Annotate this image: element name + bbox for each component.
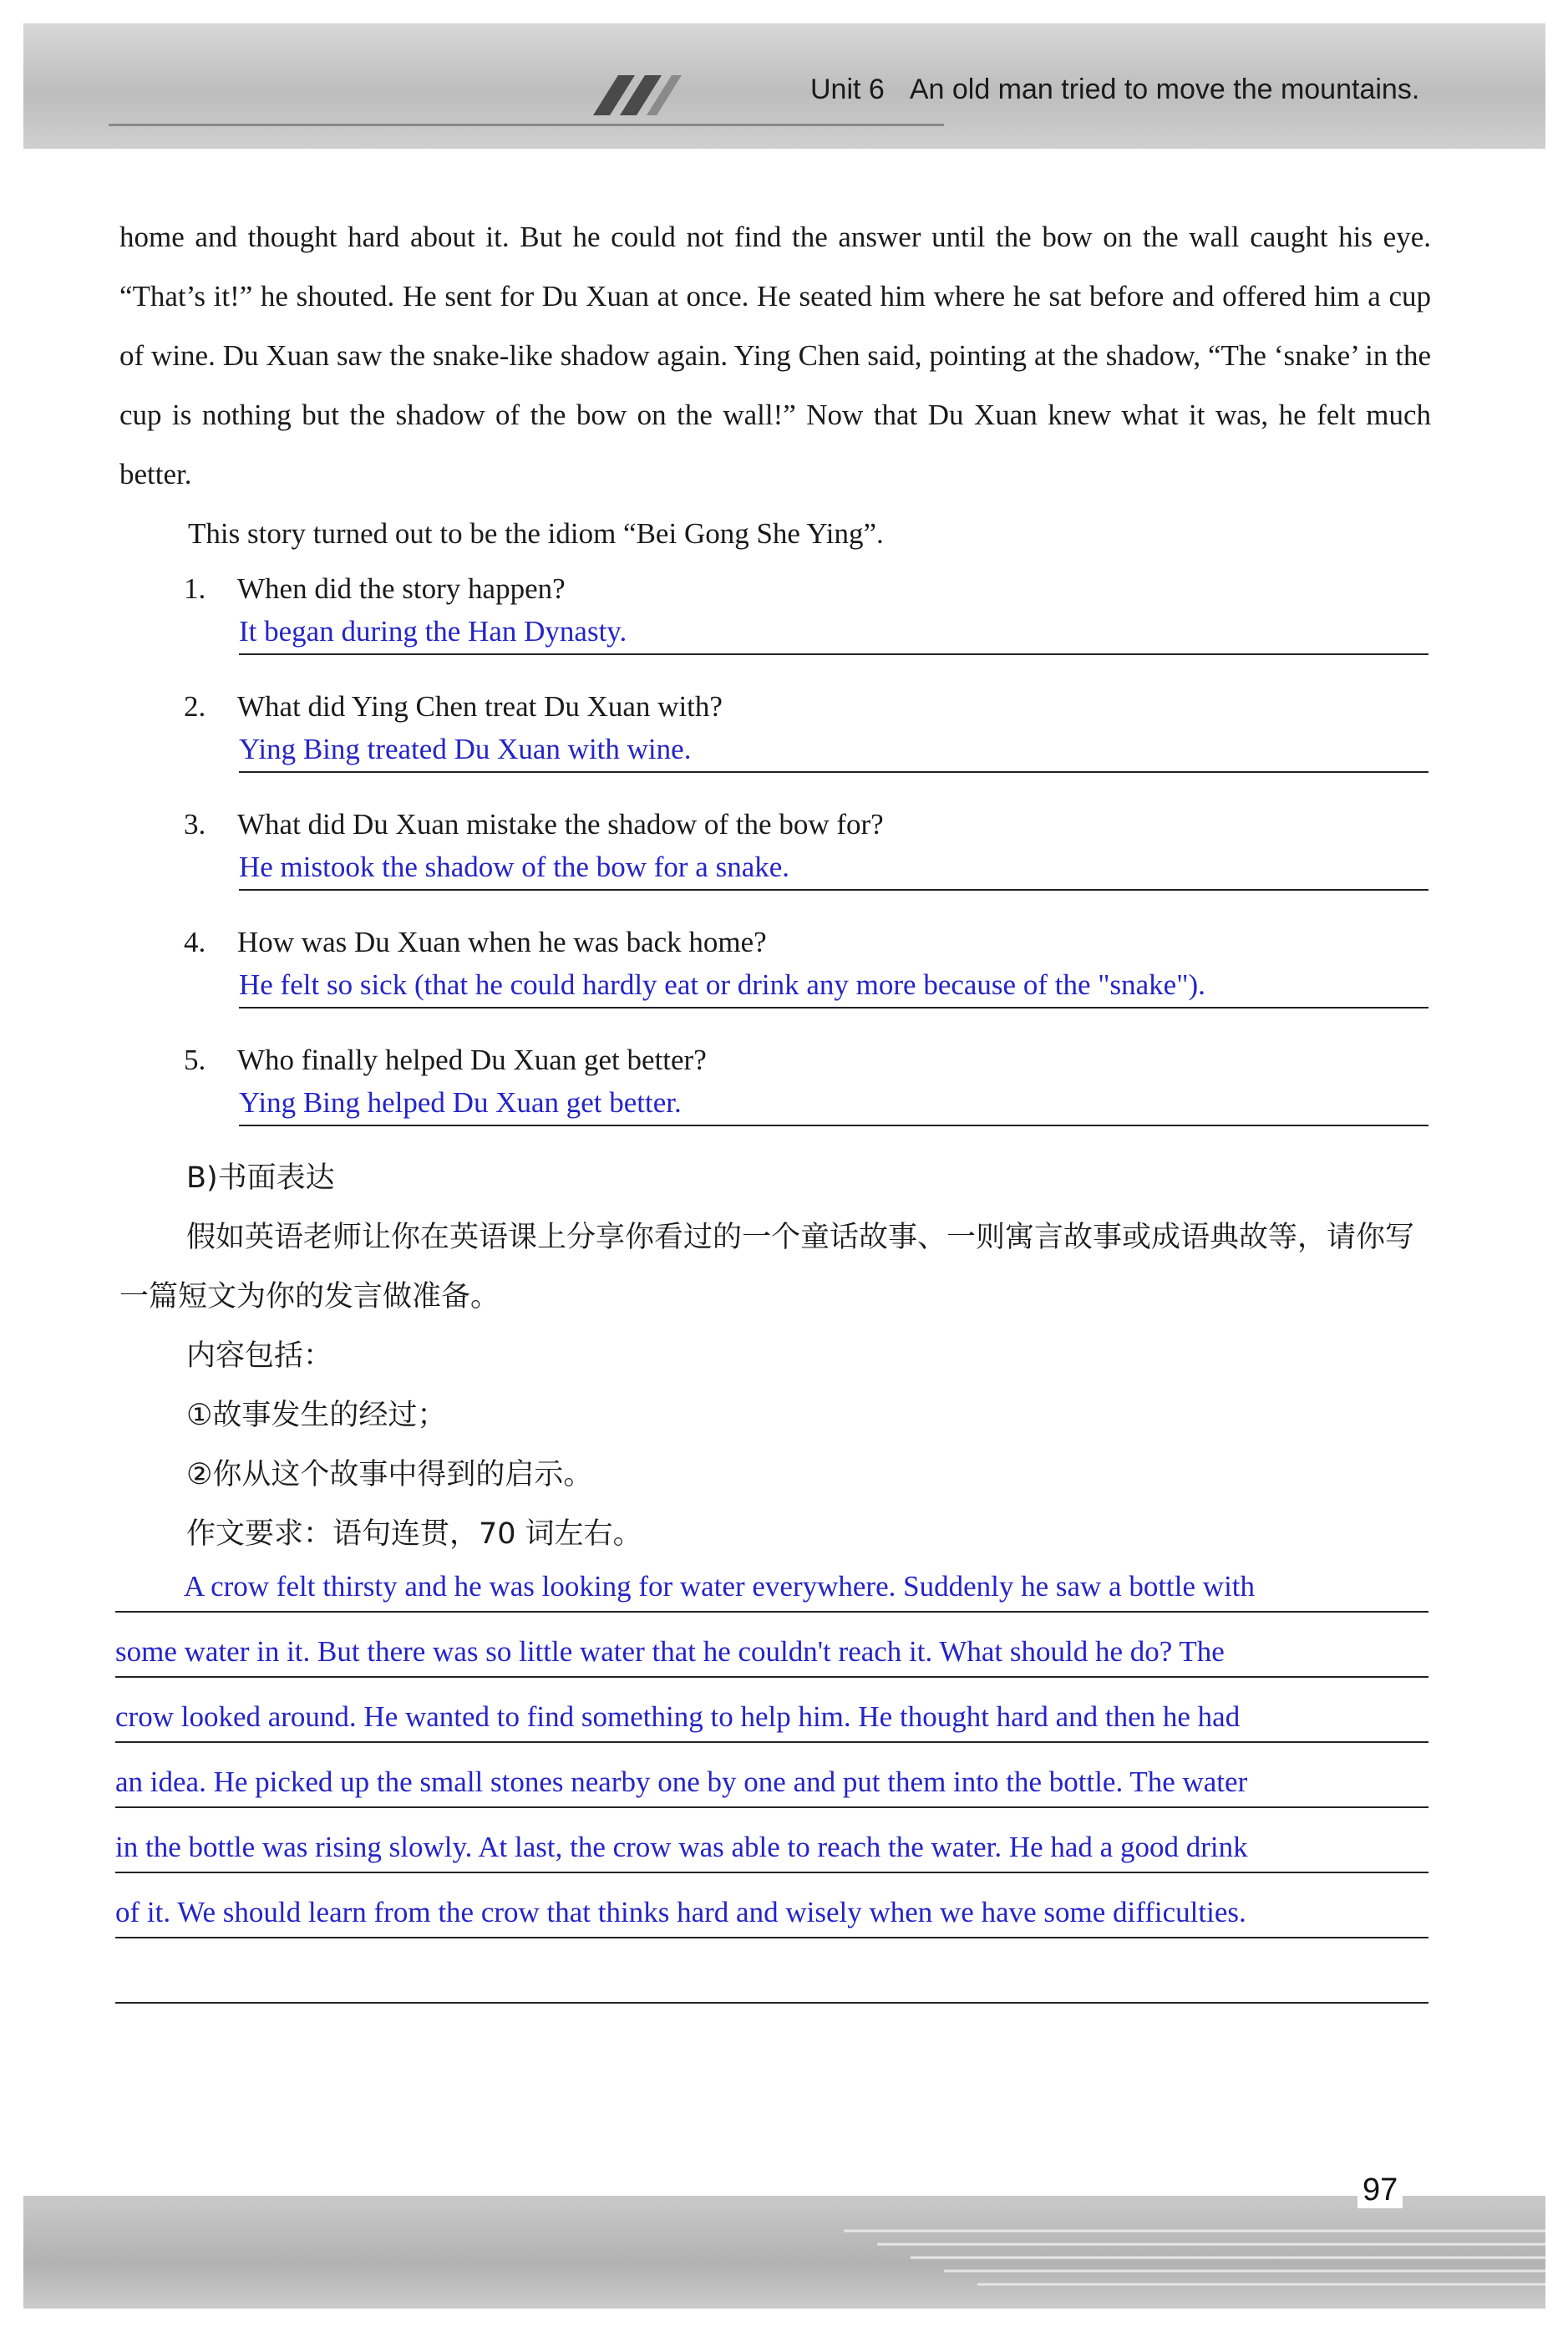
essay-line: A crow felt thirsty and he was looking for water everywhere. Suddenly he saw a bottle with: [115, 1562, 1428, 1613]
answer-line: He felt so sick (that he could hardly eat or drink any more because of the "snake").: [239, 963, 1428, 1008]
question-text: What did Du Xuan mistake the shadow of the bow for?: [237, 808, 884, 841]
writing-requirement: 作文要求：语句连贯，70 词左右。: [186, 1517, 642, 1551]
question-number: 5.: [184, 1044, 206, 1076]
page-number: 97: [1357, 2172, 1403, 2208]
content-point-1: ①故事发生的经过；: [186, 1399, 447, 1432]
unit-title: An old man tried to move the mountains.: [909, 74, 1420, 105]
header-stripes-decoration: [585, 67, 685, 117]
question-text: What did Ying Chen treat Du Xuan with?: [237, 690, 723, 723]
footer-lines-decoration: [844, 2223, 1545, 2298]
writing-section: [119, 1149, 1431, 1564]
question-1: [184, 568, 1428, 655]
essay-line: an idea. He picked up the small stones nearby one by one and put them into the bottle. The water: [115, 1758, 1428, 1808]
essay-line: some water in it. But there was so little water that he couldn't reach it. What should he do? The: [115, 1628, 1428, 1678]
story-paragraph: home and thought hard about it. But he could not find the answer until the bow on the wall caught his eye. “That’s it!” he shouted. He sent for Du Xuan at once. He seated him where he sat before and offered him a cup of wine. Du Xuan saw the snake-like shadow again. Ying Chen said, pointing at the shadow, “The ‘snake’ in the cup is nothing but the shadow of the bow on the wall!” Now that Du Xuan knew what it was, he felt much better.: [119, 221, 1431, 490]
question-4: [184, 922, 1428, 1008]
story-closing: This story turned out to be the idiom “Bei Gong She Ying”.: [188, 517, 884, 550]
question-text: How was Du Xuan when he was back home?: [237, 926, 767, 958]
answer-line: Ying Bing helped Du Xuan get better.: [239, 1081, 1428, 1126]
question-number: 4.: [184, 926, 206, 958]
essay-answer: [115, 1562, 1428, 2019]
writing-prompt: 假如英语老师让你在英语课上分享你看过的一个童话故事、一则寓言故事或成语典故等，请你写一篇短文为你的发言做准备。: [119, 1221, 1415, 1313]
essay-line: of it. We should learn from the crow that thinks hard and wisely when we have some difficulties.: [115, 1888, 1428, 1938]
question-2: [184, 686, 1428, 773]
answer-line: It began during the Han Dynasty.: [239, 610, 1428, 655]
blank-answer-line: [115, 1953, 1428, 2004]
unit-label: Unit 6: [810, 74, 885, 105]
question-3: [184, 804, 1428, 891]
question-5: [184, 1039, 1428, 1126]
running-header: [810, 74, 1419, 106]
content-point-2: ②你从这个故事中得到的启示。: [186, 1458, 593, 1491]
content-label: 内容包括：: [186, 1339, 333, 1373]
story-text: [119, 207, 1431, 563]
answer-line: He mistook the shadow of the bow for a snake.: [239, 846, 1428, 891]
question-text: Who finally helped Du Xuan get better?: [237, 1044, 707, 1076]
essay-line: crow looked around. He wanted to find something to help him. He thought hard and then he had: [115, 1693, 1428, 1743]
header-rule: [109, 124, 944, 126]
section-heading: B)书面表达: [186, 1161, 335, 1195]
question-number: 3.: [184, 808, 206, 841]
answer-line: Ying Bing treated Du Xuan with wine.: [239, 728, 1428, 773]
question-text: When did the story happen?: [237, 572, 566, 605]
question-number: 2.: [184, 690, 206, 723]
essay-line: in the bottle was rising slowly. At last, the crow was able to reach the water. He had a good drink: [115, 1823, 1428, 1873]
question-number: 1.: [184, 572, 206, 605]
